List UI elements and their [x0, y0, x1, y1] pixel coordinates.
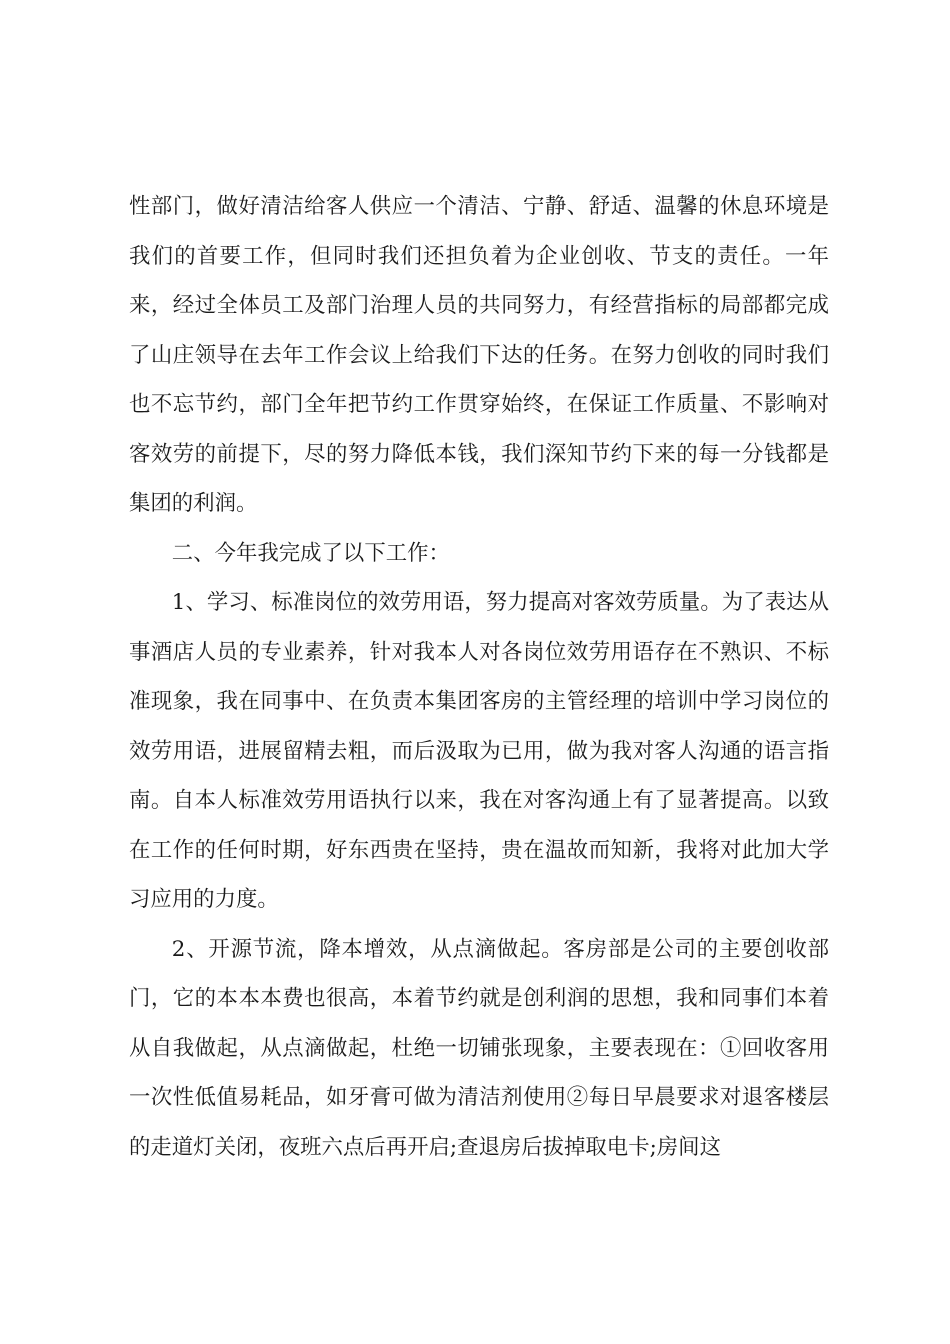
section-heading-work-completed: 二、今年我完成了以下工作：	[171, 540, 450, 566]
paragraph-continued: 性部门，做好清洁给客人供应一个清洁、宁静、舒适、温馨的休息环境是我们的首要工作，但同时我们还担负着为企业创收、节支的责任。一年来，经过全体员工及部门治理人员的共同努力，有经营指标的局部都完成了山庄领导在去年工作会议上给我们下达的任务。在努力创收的同时我们也不忘节约，部门全年把节约工作贯穿始终，在保证工作质量、不影响对客效劳的前提下，尽的努力降低本钱，我们深知节约下来的每一分钱都是集团的利润。	[129, 194, 829, 516]
document-body	[129, 182, 829, 1172]
paragraph-item-1: 1、学习、标准岗位的效劳用语，努力提高对客效劳质量。为了表达从事酒店人员的专业素养，针对我本人对各岗位效劳用语存在不熟识、不标准现象，我在同事中、在负责本集团客房的主管经理的培训中学习岗位的效劳用语，进展留精去粗，而后汲取为已用，做为我对客人沟通的语言指南。自本人标准效劳用语执行以来，我在对客沟通上有了显著提高。以致在工作的任何时期，好东西贵在坚持，贵在温故而知新，我将对此加大学习应用的力度。	[129, 590, 829, 912]
paragraph-item-2: 2、开源节流，降本增效，从点滴做起。客房部是公司的主要创收部门，它的本本本费也很高，本着节约就是创利润的思想，我和同事们本着从自我做起，从点滴做起，杜绝一切铺张现象，主要表现在：①回收客用一次性低值易耗品，如牙膏可做为清洁剂使用②每日早晨要求对退客楼层的走道灯关闭，夜班六点后再开启;查退房后拔掉取电卡;房间这	[129, 936, 829, 1160]
